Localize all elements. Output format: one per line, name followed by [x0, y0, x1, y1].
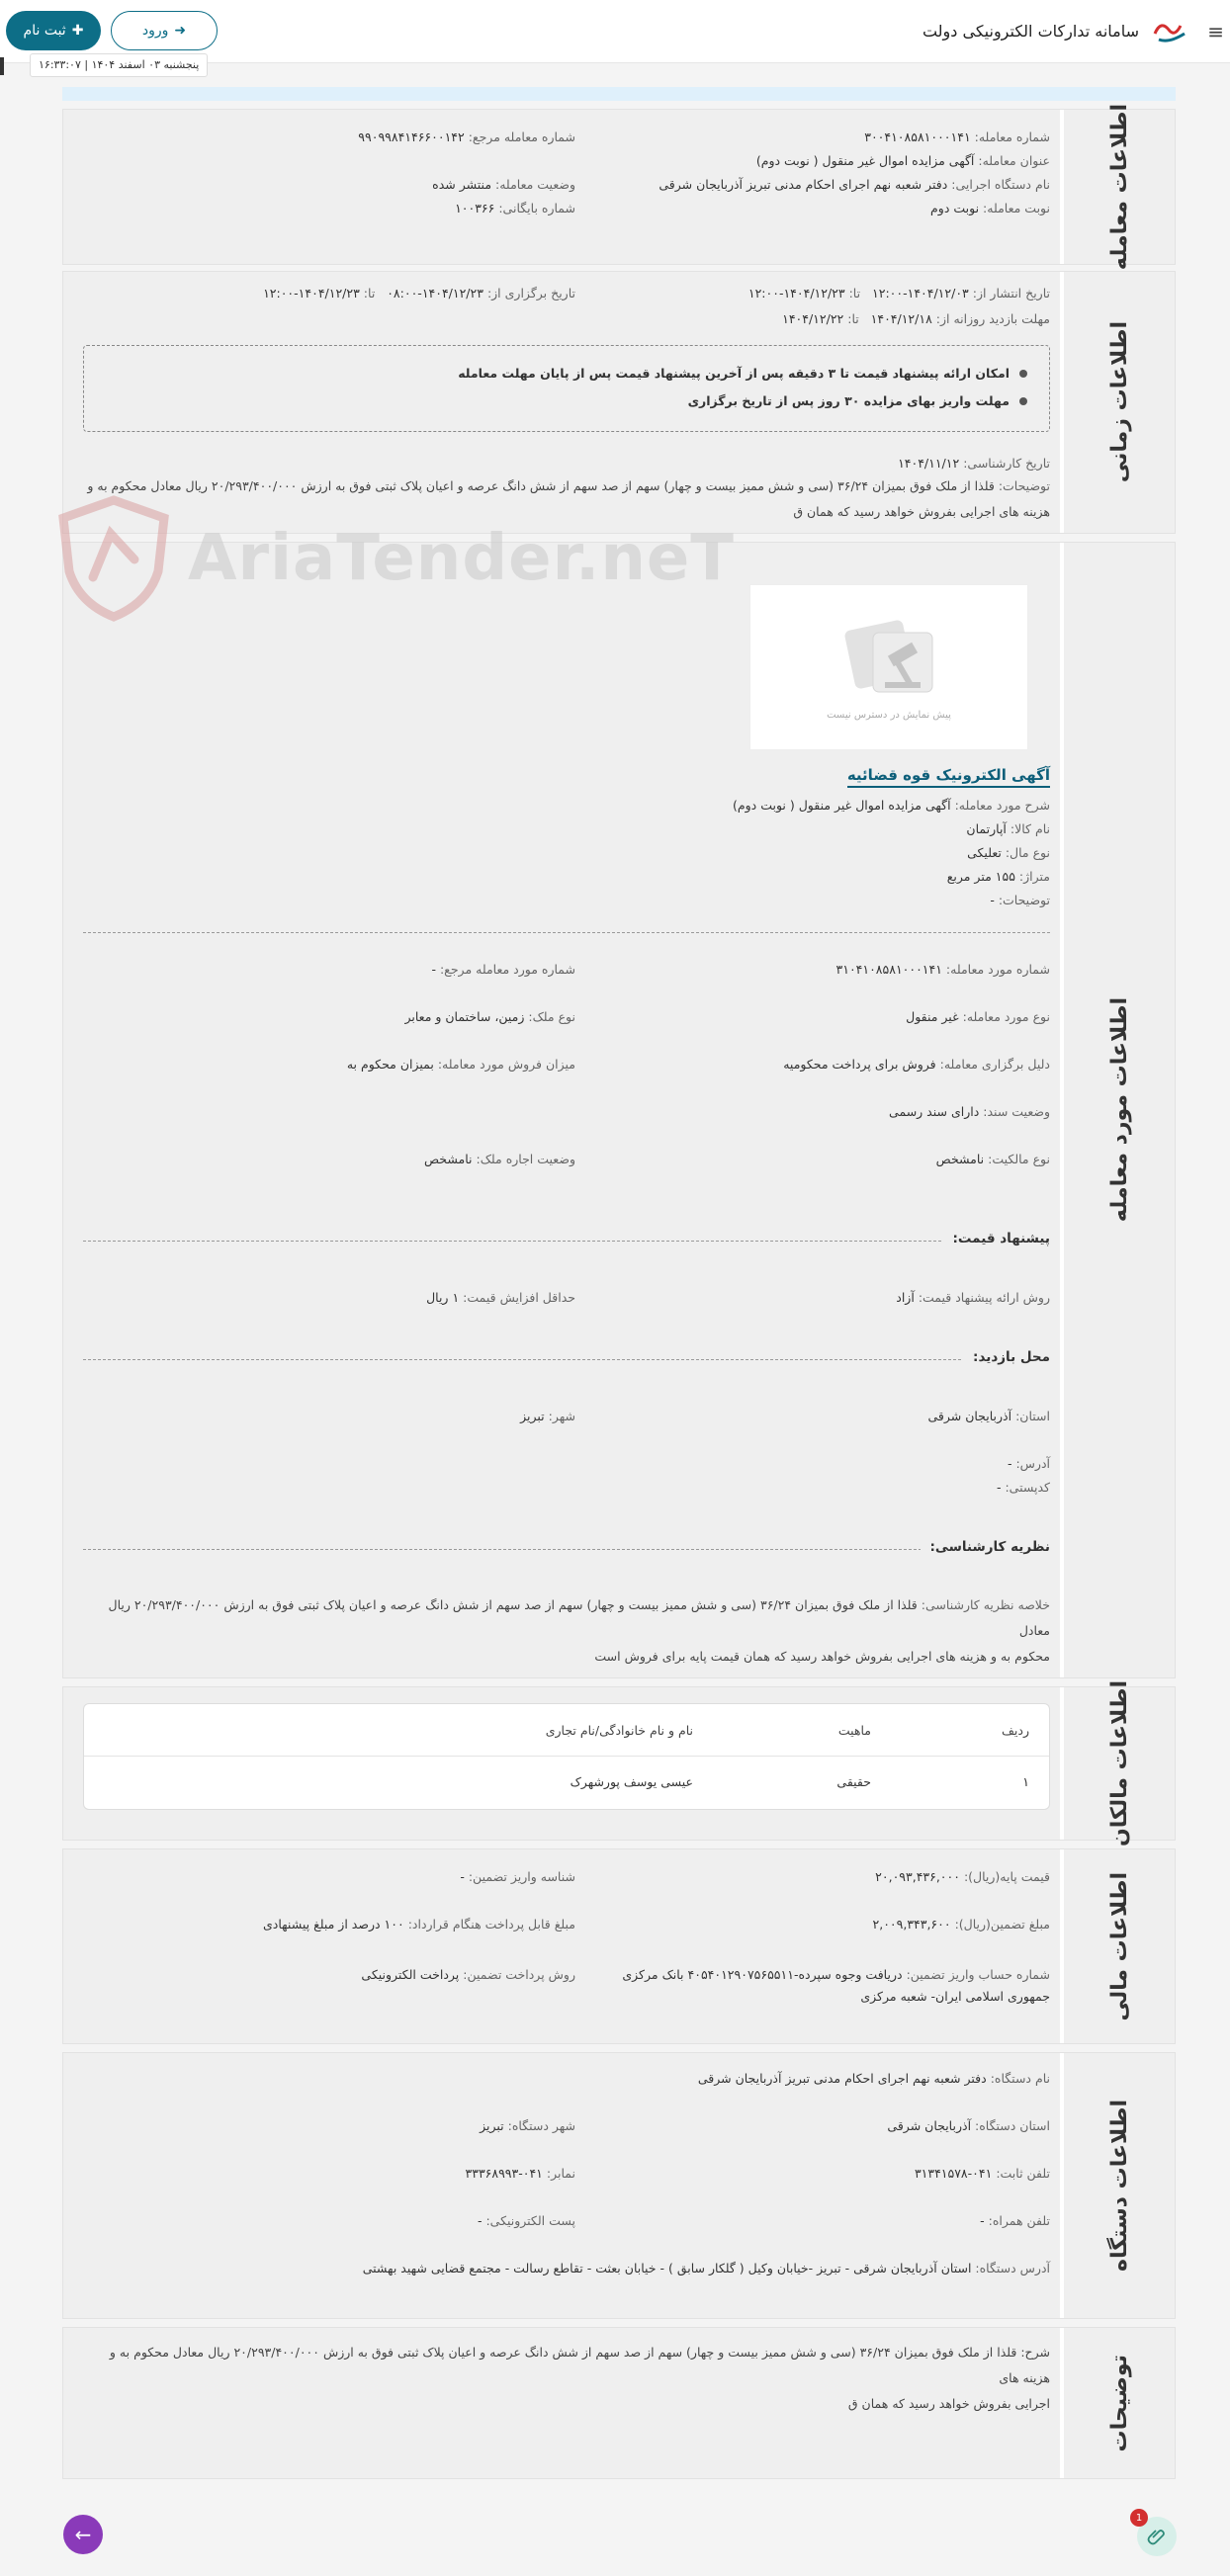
- expert-summary: [83, 1592, 1050, 1670]
- divider: [83, 1359, 1050, 1360]
- account-label: شماره حساب واریز تضمین:: [906, 1967, 1050, 1982]
- account-line2: جمهوری اسلامی ایران- شعبه مرکزی: [860, 1989, 1050, 2004]
- province: آذربایجان شرقی: [927, 1409, 1012, 1423]
- item-info-tab-label: اطلاعات مورد معامله: [1106, 997, 1132, 1223]
- edge-marker: [0, 57, 4, 75]
- login-button[interactable]: [111, 11, 218, 50]
- col-name: نام و نام خانوادگی/نام تجاری: [545, 1722, 693, 1738]
- agency-tab-label: اطلاعات دستگاه: [1106, 2100, 1132, 2272]
- gavel-icon: [830, 615, 948, 704]
- divider: [83, 1549, 1050, 1550]
- kind-label: نوع مال:: [1005, 845, 1050, 860]
- row-index: ۱: [1022, 1773, 1029, 1789]
- paperclip-icon: [1147, 2527, 1167, 2546]
- deal-number-label: شماره معامله:: [974, 129, 1050, 144]
- deal-info-section: [62, 103, 1176, 271]
- email: -: [477, 2213, 483, 2228]
- visit-to-label: تا:: [847, 311, 859, 326]
- province-label: استان:: [1015, 1409, 1050, 1423]
- visit-from: ۱۴۰۴/۱۲/۱۸: [870, 311, 932, 326]
- table-header: [84, 1704, 1049, 1757]
- time-info-tab-label: اطلاعات زمانی: [1106, 321, 1132, 483]
- back-button[interactable]: [63, 2515, 103, 2554]
- card-title[interactable]: آگهی الکترونیک قوه قضائیه: [847, 766, 1050, 788]
- ref-item-number: -: [431, 962, 436, 977]
- deposit-id-label: شناسه واریز تضمین:: [468, 1869, 575, 1884]
- ref-number: ۹۹۰۹۹۸۴۱۴۶۶۰۰۱۴۲: [358, 129, 465, 144]
- user-plus-icon: ✚: [71, 23, 84, 39]
- publish-from-label: تاریخ انتشار از:: [972, 286, 1050, 301]
- site-title: سامانه تدارکات الکترونیکی دولت: [922, 21, 1139, 41]
- guarantee-amount: ۲,۰۰۹,۳۴۳,۶۰۰: [872, 1917, 951, 1932]
- archive-label: شماره بایگانی:: [498, 201, 575, 215]
- min-increase-label: حداقل افزایش قیمت:: [463, 1290, 575, 1305]
- item-info-tab: [1060, 543, 1175, 1677]
- visit-heading: محل بازدید:: [963, 1349, 1050, 1365]
- publish-to: ۱۴۰۴/۱۲/۲۳-۱۲:۰۰: [747, 286, 845, 301]
- descriptions-section: [62, 2327, 1176, 2479]
- agency-section: [62, 2052, 1176, 2319]
- area-label: متراژ:: [1018, 869, 1050, 884]
- expert-summary-label: خلاصه نظریه کارشناسی:: [921, 1597, 1050, 1612]
- min-increase: ۱ ریال: [426, 1290, 460, 1305]
- date-badge: پنجشنبه ۰۳ اسفند ۱۴۰۴ | ۱۶:۳۳:۰۷: [30, 53, 208, 77]
- reason-label: دلیل برگزاری معامله:: [939, 1057, 1050, 1072]
- brand[interactable]: [922, 16, 1190, 45]
- arrow-left-icon: ←: [74, 2523, 92, 2546]
- watermark: [49, 494, 735, 623]
- expert-date-label: تاریخ کارشناسی:: [963, 456, 1050, 471]
- guarantee-label: مبلغ تضمین(ریال):: [954, 1917, 1050, 1932]
- agency-name-label: نام دستگاه:: [990, 2071, 1050, 2086]
- item-type: غیر منقول: [906, 1009, 959, 1024]
- fax: ۰۴۱-۳۳۳۶۸۹۹۳: [465, 2166, 543, 2181]
- archive-number: ۱۰۰۳۶۶: [455, 201, 495, 215]
- price-heading: پیشنهاد قیمت:: [942, 1231, 1050, 1246]
- agency-province: آذربایجان شرقی: [887, 2118, 972, 2133]
- agency-name: دفتر شعبه نهم اجرای احکام مدنی تبریز آذربایجان شرقی: [659, 177, 948, 192]
- divider: [83, 932, 1050, 933]
- expert-heading: نظریه کارشناسی:: [921, 1539, 1050, 1555]
- fax-label: نمابر:: [546, 2166, 575, 2181]
- register-label: ثبت نام: [23, 23, 66, 39]
- finance-tab-label: اطلاعات مالی: [1106, 1871, 1132, 2021]
- agency-city-label: شهر دستگاه:: [507, 2118, 575, 2133]
- time-desc-line2: هزینه های اجرایی بفروش خواهد رسید که همان ق: [793, 504, 1050, 519]
- item-notes: -: [990, 893, 995, 907]
- divider: [83, 1241, 1050, 1242]
- hold-from-label: تاریخ برگزاری از:: [486, 286, 575, 301]
- finance-tab: [1060, 1849, 1175, 2043]
- time-desc-line1: قلذا از ملک فوق بمیزان ۳۶/۲۴ (سی و شش ممیز بیست و چهار) سهم از صد سهم از شش دانگ عرصه و اعیان پلاک ثبتی فوق به ارزش ۲۰/۲۹۳/۴۰۰/۰۰۰ ریال معادل محکوم به و: [87, 478, 995, 493]
- rules-box: [83, 345, 1050, 432]
- time-desc-label: توضیحات:: [998, 478, 1050, 493]
- shield-logo-icon: [49, 494, 178, 623]
- finance-section: [62, 1848, 1176, 2044]
- deal-info-tab-label: اطلاعات معامله: [1106, 103, 1132, 271]
- hold-from: ۱۴۰۴/۱۲/۲۳-۰۸:۰۰: [387, 286, 483, 301]
- owners-table: [83, 1703, 1050, 1810]
- col-row: ردیف: [1001, 1722, 1029, 1738]
- setad-logo-icon: [1151, 16, 1190, 45]
- menu-icon[interactable]: ≡: [1207, 20, 1224, 43]
- item-type-label: نوع مورد معامله:: [962, 1009, 1050, 1024]
- publish-to-label: تا:: [848, 286, 861, 301]
- owners-tab: [1060, 1680, 1175, 1846]
- col-type: ماهیت: [837, 1722, 871, 1738]
- city: تبریز: [520, 1409, 545, 1423]
- city-label: شهر:: [548, 1409, 575, 1423]
- attachments-count-badge: 1: [1130, 2509, 1148, 2527]
- watermark-text: AriaTender.neT: [188, 522, 735, 595]
- item-desc-label: شرح مورد معامله:: [954, 798, 1050, 813]
- expert-line1: قلذا از ملک فوق بمیزان ۳۶/۲۴ (سی و شش ممیز بیست و چهار) سهم از صد سهم از شش دانگ عرصه و اعیان پلاک ثبتی فوق به ارزش ۲۰/۲۹۳/۴۰۰/۰۰۰ ریال معادل: [108, 1597, 1050, 1638]
- doc-status-label: وضعیت سند:: [983, 1104, 1050, 1119]
- base-price: ۲۰,۰۹۳,۴۳۶,۰۰۰: [875, 1869, 960, 1884]
- description-line1: شرح: قلذا از ملک فوق بمیزان ۳۶/۲۴ (سی و شش ممیز بیست و چهار) سهم از صد سهم از شش دانگ عرصه و اعیان پلاک ثبتی فوق به ارزش ۲۰/۲۹۳/۴۰۰/۰۰۰ ریال معادل محکوم به و هزینه های: [109, 2345, 1050, 2385]
- deal-title-label: عنوان معامله:: [978, 153, 1050, 168]
- goods-name: آپارتمان: [966, 821, 1007, 836]
- offer-method-label: روش ارائه پیشنهاد قیمت:: [918, 1290, 1050, 1305]
- ownership-label: نوع مالکیت:: [988, 1152, 1050, 1166]
- ref-item-label: شماره مورد معامله مرجع:: [439, 962, 575, 977]
- agency-label: نام دستگاه اجرایی:: [951, 177, 1050, 192]
- info-strip: [62, 87, 1176, 101]
- time-info-tab: [1060, 272, 1175, 533]
- visit-to: ۱۴۰۴/۱۲/۲۲: [782, 311, 844, 326]
- deal-info-tab: [1060, 103, 1175, 271]
- item-desc: آگهی مزایده اموال غیر منقول ( نوبت دوم): [733, 798, 951, 813]
- property-type-label: نوع ملک:: [528, 1009, 575, 1024]
- phone-label: تلفن ثابت:: [996, 2166, 1050, 2181]
- lease-status: نامشخص: [423, 1152, 473, 1166]
- agency-address-label: آدرس دستگاه:: [975, 2261, 1050, 2275]
- deal-turn: نوبت دوم: [930, 201, 980, 215]
- table-row: [84, 1756, 1049, 1807]
- image-unavailable-text: پیش نمایش در دسترس نیست: [827, 709, 951, 721]
- sale-amount: بمیزان محکوم به: [346, 1057, 434, 1072]
- contract-payment: ۱۰۰ درصد از مبلغ پیشنهادی: [263, 1917, 404, 1932]
- property-type: زمین، ساختمان و معابر: [404, 1009, 525, 1024]
- lease-label: وضعیت اجاره ملک:: [476, 1152, 575, 1166]
- deposit-id: -: [460, 1869, 465, 1884]
- descriptions-tab-label: توضیحات: [1106, 2354, 1132, 2452]
- publish-from: ۱۴۰۴/۱۲/۰۳-۱۲:۰۰: [872, 286, 969, 301]
- row-name: عیسی یوسف پورشهرک: [570, 1773, 693, 1789]
- pay-method-label: روش پرداخت تضمین:: [463, 1967, 575, 1982]
- contract-payment-label: مبلغ قابل پرداخت هنگام قرارداد:: [407, 1917, 575, 1932]
- login-label: ورود: [141, 23, 169, 39]
- ownership: نامشخص: [935, 1152, 985, 1166]
- deal-status: منتشر شده: [432, 177, 492, 192]
- phone: ۰۴۱-۳۱۳۴۱۵۷۸: [914, 2166, 993, 2181]
- reason: فروش برای پرداخت محکومیه: [783, 1057, 936, 1072]
- expert-line2: محکوم به و هزینه های اجرایی بفروش خواهد رسید که همان قیمت پایه برای فروش است: [594, 1649, 1050, 1664]
- expert-date: ۱۴۰۴/۱۱/۱۲: [898, 456, 960, 471]
- deal-status-label: وضعیت معامله:: [495, 177, 575, 192]
- description-text: [83, 2340, 1050, 2417]
- deal-number: ۳۰۰۴۱۰۸۵۸۱۰۰۰۱۴۱: [864, 129, 971, 144]
- address: -: [1007, 1456, 1012, 1471]
- email-label: پست الکترونیکی:: [485, 2213, 575, 2228]
- area-value: ۱۵۵ متر مربع: [946, 869, 1015, 884]
- address-label: آدرس:: [1015, 1456, 1050, 1471]
- visit-from-label: مهلت بازدید روزانه از:: [935, 311, 1050, 326]
- item-image-placeholder: [749, 584, 1028, 750]
- bullet-icon: [1019, 397, 1027, 405]
- offer-method: آزاد: [896, 1290, 915, 1305]
- agency-tab: [1060, 2053, 1175, 2318]
- rule-payment: مهلت واریز بهای مزایده ۳۰ روز پس از تاریخ برگزاری: [687, 393, 1010, 408]
- item-info-section: [62, 542, 1176, 1678]
- agency-province-label: استان دستگاه:: [975, 2118, 1050, 2133]
- pay-method: پرداخت الکترونیکی: [361, 1967, 460, 1982]
- row-type: حقیقی: [836, 1773, 871, 1789]
- goods-label: نام کالا:: [1010, 821, 1050, 836]
- postal-label: کدپستی:: [1005, 1480, 1050, 1495]
- sale-amount-label: میزان فروش مورد معامله:: [437, 1057, 575, 1072]
- doc-status: دارای سند رسمی: [889, 1104, 980, 1119]
- bullet-icon: [1019, 370, 1027, 378]
- hold-to-label: تا:: [363, 286, 376, 301]
- owners-tab-label: اطلاعات مالکان: [1106, 1680, 1132, 1846]
- owners-section: [62, 1680, 1176, 1846]
- item-number: ۳۱۰۴۱۰۸۵۸۱۰۰۰۱۴۱: [835, 962, 942, 977]
- deal-turn-label: نوبت معامله:: [983, 201, 1050, 215]
- login-icon: ➜: [174, 23, 187, 39]
- agency-city: تبریز: [480, 2118, 504, 2133]
- item-notes-label: توضیحات:: [998, 893, 1050, 907]
- ref-number-label: شماره معامله مرجع:: [468, 129, 575, 144]
- hold-to: ۱۴۰۴/۱۲/۲۳-۱۲:۰۰: [263, 286, 360, 301]
- rule-extension: امکان ارائه پیشنهاد قیمت تا ۳ دقیقه پس از آخرین پیشنهاد قیمت پس از پایان مهلت معامله: [458, 366, 1010, 381]
- mobile-label: تلفن همراه:: [988, 2213, 1050, 2228]
- base-price-label: قیمت پایه(ریال):: [963, 1869, 1050, 1884]
- agency-address: استان آذربایجان شرقی - تبریز -خیابان وکیل ( گلکار سابق ) - خیابان بعثت - تقاطع رسالت - مجتمع قضایی شهید بهشتی: [362, 2261, 972, 2275]
- postal-code: -: [996, 1480, 1002, 1495]
- item-no-label: شماره مورد معامله:: [945, 962, 1050, 977]
- agency-full-name: دفتر شعبه نهم اجرای احکام مدنی تبریز آذربایجان شرقی: [697, 2071, 987, 2086]
- goods-kind: تعلیکی: [967, 845, 1002, 860]
- descriptions-tab: [1060, 2328, 1175, 2478]
- description-line2: اجرایی بفروش خواهد رسید که همان ق: [847, 2396, 1050, 2411]
- account-line1: دریافت وجوه سپرده-۴۰۵۴۰۱۲۹۰۷۵۶۵۵۱۱ بانک مرکزی: [622, 1967, 903, 1982]
- mobile: -: [980, 2213, 985, 2228]
- deal-title: آگهی مزایده اموال غیر منقول ( نوبت دوم): [755, 153, 975, 168]
- register-button[interactable]: [6, 11, 101, 50]
